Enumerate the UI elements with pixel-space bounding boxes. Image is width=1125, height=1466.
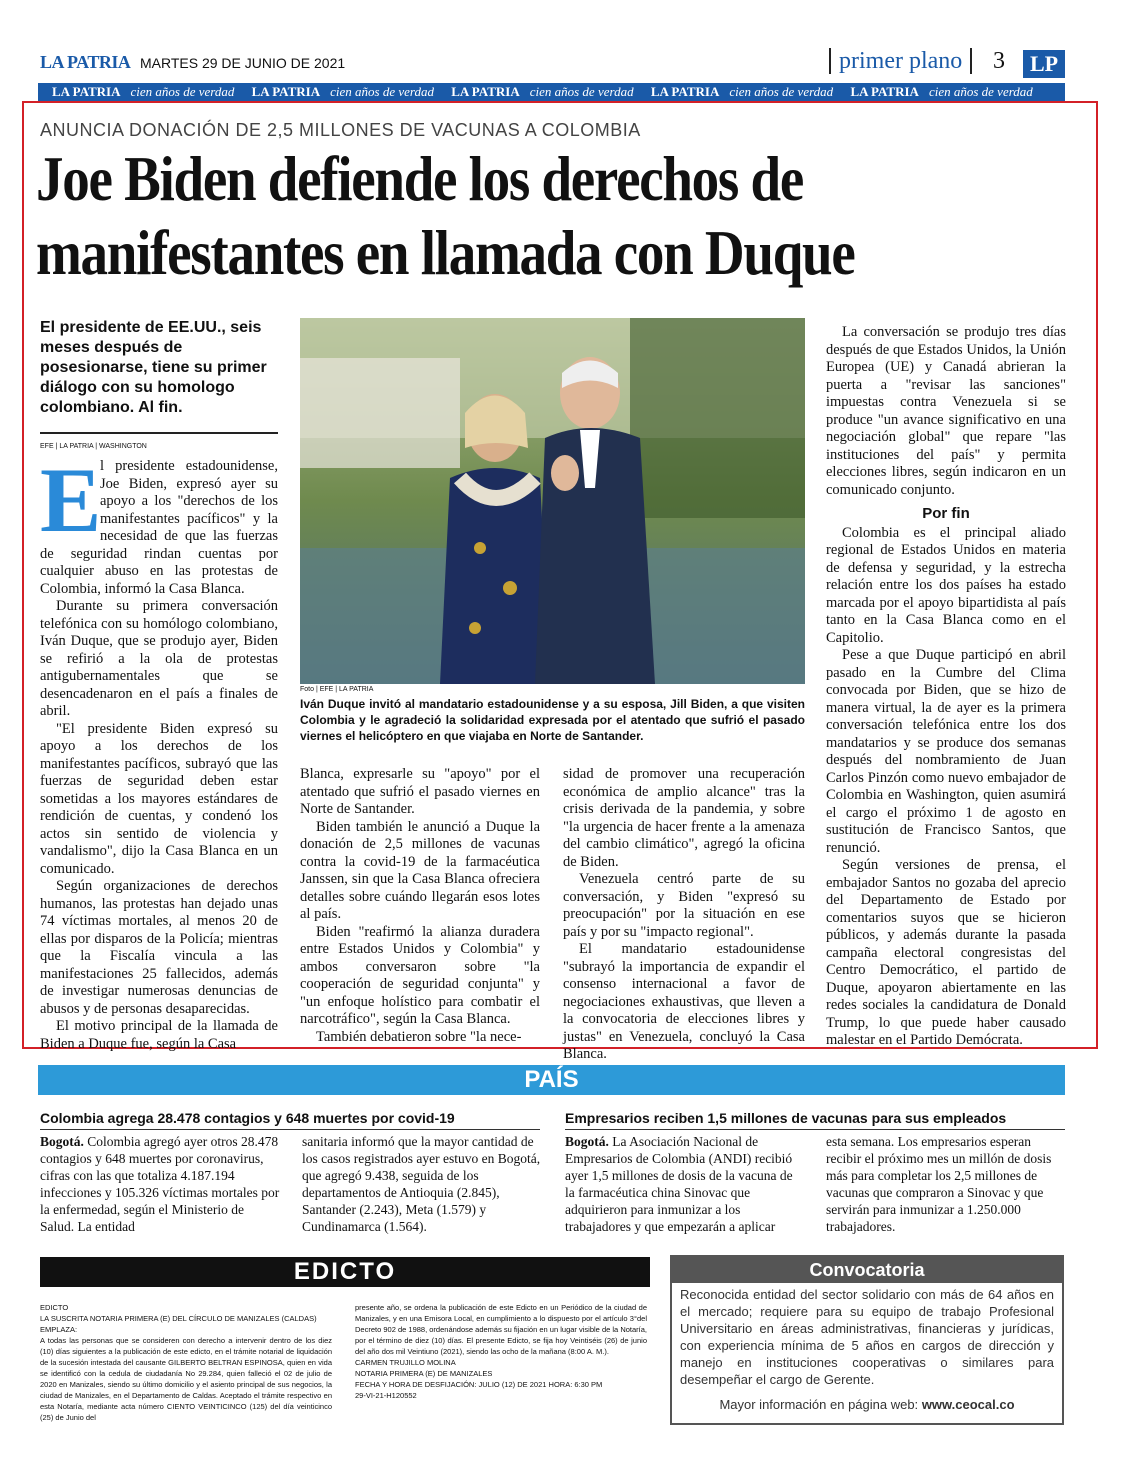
paragraph: Durante su primera conversación telefónica con su homólogo colombiano, Iván Duque, que se produjo ayer, Biden se refirió a la ola de protestas antigubernamentales que se desencadenaron en el país a finales de abril. (40, 598, 278, 719)
edicto-line: A todas las personas que se consideren con derecho a intervenir dentro de los diez (10) días siguientes a la publicación de este edicto, en el trámite notarial de liquidación de la sucesión intestada del causante GILBERTO BELTRAN ESPINOSA, quien en vida se identificó con la cedula de ciudadanía No 29.284, quien falleció el 02 de julio de 2020 en Manizales, siendo su último domicilio y el asiento principal de sus negocios, la ciudad de Manizales, en el Departamento de Caldas. Aceptado el trámite respectivo en esta Notaría, mediante acta número CIENTO VEINTICINCO (125) del día veinticinco (25) de Junio del (40, 1336, 332, 1422)
paragraph: Blanca, expresarle su "apoyo" por el atentado que sufrió el pasado viernes en Norte de Santander. (300, 766, 540, 817)
paragraph: Venezuela centró parte de su conversación, y Biden "expresó su preocupación" por la situación en ese país y por su "impacto regional". (563, 871, 805, 940)
paragraph: "El presidente Biden expresó su apoyo a los derechos de los manifestantes pacíficos, subrayó que las fuerzas de seguridad deben estar sometidas a los mayores estándares de rendición de cuentas, y condenó los actos sin sentido de violencia y vandalismo", dijo la Casa Blanca en un comunicado. (40, 720, 278, 877)
photo-biden-couple (300, 318, 805, 684)
strip-slogan: cien años de verdad (130, 84, 235, 99)
article-column-3 (563, 766, 805, 1064)
paragraph: El motivo principal de la llamada de Biden a Duque fue, según la Casa (40, 1018, 278, 1052)
paragraph: Biden "reafirmó la alianza duradera entre Estados Unidos y Colombia" y ambos conversaron sobre "la cooperación de seguridad conjunta" y "un enfoque holístico para combatir el narcotráfico", según la Casa Blanca. (300, 923, 540, 1027)
convocatoria-title: Convocatoria (672, 1257, 1062, 1283)
edicto-line: EDICTO (40, 1303, 69, 1312)
subhead-por-fin: Por fin (922, 505, 970, 522)
dateline: Bogotá. (565, 1134, 609, 1149)
paragraph: Biden también le anunció a Duque la donación de 2,5 millones de vacunas contra la covid-19 de la farmacéutica Janssen, sin que la Casa Blanca ofreciera detalles sobre cuándo llegarán esos lotes al país. (300, 818, 540, 922)
pais-section-bar: PAÍS (38, 1065, 1065, 1095)
drop-cap: E (40, 449, 102, 551)
strip-name: LA PATRIA (251, 84, 321, 99)
headline-line-2: manifestantes en llamada con Duque (36, 217, 855, 288)
article-credit: EFE | LA PATRIA | WASHINGTON (40, 443, 147, 450)
section-name: primer plano (829, 48, 972, 74)
lp-badge: LP (1023, 50, 1065, 78)
brief-text: Colombia agregó ayer otros 28.478 contagios y 648 muertes por coronavirus, cifras con las que totaliza 4.187.194 infecciones y 105.326 víctimas mortales por la enfermedad, según el Ministerio de Salud. La entidad (40, 1134, 280, 1234)
article-photo (300, 318, 805, 684)
edicto-line: LA SUSCRITA NOTARIA PRIMERA (E) DEL CÍRCULO DE MANIZALES (CALDAS) (40, 1314, 317, 1323)
lead-divider (40, 432, 278, 434)
strip-slogan: cien años de verdad (330, 84, 434, 99)
slogan-strip (38, 83, 1065, 101)
strip-name: LA PATRIA (451, 84, 520, 99)
paragraph: Pese a que Duque participó en abril pasado en la Cumbre del Clima convocada por Biden, que se hizo de manera virtual, la de ayer es la primera conversación telefónica entre los dos mandatarios y se produce dos semanas después del nombramiento de Juan Carlos Pinzón como nuevo embajador de Colombia en Washington, quien asumirá el cargo el próximo 1 de agosto en sustitución de Francisco Santos, que renunció. (826, 647, 1066, 856)
strip-slogan: cien años de verdad (529, 84, 634, 99)
article-column-4 (826, 324, 1066, 1050)
paragraph: Según organizaciones de derechos humanos, las protestas han dejado unas 74 víctimas mortales, al menos 20 de ellas por disparos de la Policía; mientras que la Fiscalía vincula a las manifestaciones 25 fallecidos, además de investigar numerosas denuncias de abusos y de personas desaparecidas. (40, 878, 278, 1017)
article-lead: El presidente de EE.UU., seis meses después de posesionarse, tiene su primer diálogo con su homologo colombiano. Al fin. (40, 319, 267, 416)
issue-date: MARTES 29 DE JUNIO DE 2021 (140, 55, 346, 71)
brief-2-rule (565, 1129, 1065, 1130)
strip-slogan: cien años de verdad (928, 84, 1033, 99)
edicto-bar: EDICTO (40, 1257, 650, 1287)
strip-slogan: cien años de verdad (729, 84, 834, 99)
brief-1-headline: Colombia agrega 28.478 contagios y 648 muertes por covid-19 (40, 1110, 455, 1126)
convocatoria-box (670, 1255, 1064, 1425)
headline-line-1: Joe Biden defiende los derechos de (36, 143, 803, 214)
photo-caption: Iván Duque invitó al mandatario estadounidense y a su esposa, Jill Biden, a que visiten Colombia y le agradeció la solidaridad expresada por el atentado que sufrió el pasado viernes el helicóptero en que viajaba en Norte de Santander. (300, 697, 805, 743)
edicto-column-b (355, 1302, 647, 1401)
article-column-2 (300, 766, 540, 1046)
article-column-1 (40, 449, 278, 1053)
edicto-column-a (40, 1302, 332, 1423)
brief-1-text-b: sanitaria informó que la mayor cantidad de los casos registrados ayer estuvo en Bogotá, que agregó 9.438, seguida de los departamentos de Antioquia (2.845), Santander (2.243), Meta (1.579) y Cundinamarca (1.564). (302, 1134, 541, 1234)
brief-1-text-a (40, 1133, 280, 1235)
article-kicker: ANUNCIA DONACIÓN DE 2,5 MILLONES DE VACUNAS A COLOMBIA (40, 120, 641, 140)
edicto-line: NOTARIA PRIMERA (E) DE MANIZALES (355, 1369, 493, 1378)
web-link[interactable]: www.ceocal.co (921, 1397, 1015, 1412)
brief-2-text-b: esta semana. Los empresarios esperan recibir el próximo mes un millón de dosis más para completar los 2,5 millones de vacunas que compraron a Sinovac y que servirán para inmunizar a 1.250.000 trabajadores. (826, 1134, 1052, 1234)
strip-name: LA PATRIA (52, 84, 121, 99)
edicto-line: 29-VI-21-H120552 (355, 1391, 417, 1400)
strip-name: LA PATRIA (650, 84, 720, 99)
masthead-logo: LA PATRIA (40, 52, 131, 72)
paragraph: También debatieron sobre "la nece- (316, 1028, 522, 1045)
page-number: 3 (993, 48, 1005, 74)
paragraph: La conversación se produjo tres días después de que Estados Unidos, la Unión Europea (UE) y Canadá abrieran la puerta a "revisar las sanciones" impuestas contra Venezuela si se produce "un avance significativo en una negociación global" que repare "las instituciones del país" y permita elecciones libres, según indicaron en un comunicado conjunto. (826, 324, 1066, 498)
edicto-line: CARMEN TRUJILLO MOLINA (355, 1358, 456, 1367)
edicto-line: EMPLAZA: (40, 1325, 78, 1334)
dateline: Bogotá. (40, 1134, 84, 1149)
strip-name: LA PATRIA (850, 84, 919, 99)
brief-2-text-a (565, 1133, 805, 1235)
paragraph: Según versiones de prensa, el embajador Santos no gozaba del aprecio del Departamento de Estado por comentarios suyos que se hicieron públicos, y además durante la pasada campaña electoral congresistas del Centro Democrático, el partido de Duque, apoyaron abiertamente en las redes sociales la candidatura de Donald Trump, lo que puede haber causado malestar en el Partido Demócrata. (826, 857, 1066, 1048)
convocatoria-web (672, 1397, 1062, 1412)
paragraph: l presidente estadounidense, Joe Biden, expresó ayer su apoyo a los "derechos de los manifestantes pacíficos" y la necesidad de que las fuerzas de seguridad rindan cuentas por cualquier abuso en las protestas de Colombia, informó la Casa Blanca. (40, 458, 278, 597)
article-headline (36, 142, 1068, 290)
paragraph: El mandatario estadounidense "subrayó la importancia de expandir el consenso internacional a favor de negociaciones exhaustivas, que lleven a la convocatoria de elecciones libres y justas" en Venezuela, concluyó la Casa Blanca. (563, 941, 805, 1062)
convocatoria-body: Reconocida entidad del sector solidario con más de 64 años en el mercado; requiere para su equipo de trabajo Profesional Universitario en áreas administrativas, financieras y jurídicas, con experiencia mínima de 5 años en cargos de dirección y manejo en instituciones cooperativas o similares para desempeñar el cargo de Gerente. (680, 1287, 1054, 1387)
photo-credit: Foto | EFE | LA PATRIA (300, 686, 374, 693)
web-label: Mayor información en página web: (719, 1397, 919, 1412)
brief-1-rule (40, 1129, 540, 1130)
edicto-line: FECHA Y HORA DE DESFIJACIÓN: JULIO (12) DE 2021 HORA: 6:30 PM (355, 1380, 603, 1389)
brief-2-headline: Empresarios reciben 1,5 millones de vacunas para sus empleados (565, 1110, 1007, 1126)
paragraph: Colombia es el principal aliado regional de Estados Unidos en materia de defensa y seguridad, y la estrecha relación entre los dos países ha estado marcada por el apoyo bipartidista al país tanto en la Casa Blanca como en el Capitolio. (826, 524, 1066, 646)
brief-text: La Asociación Nacional de Empresarios de Colombia (ANDI) recibió ayer 1,5 millones de dosis de la vacuna de la farmacéutica china Sinovac que adquirieron para inmunizar a los trabajadores y que empezarán a aplicar (565, 1134, 793, 1234)
edicto-line: presente año, se ordena la publicación de este Edicto en un Periódico de la ciudad de Manizales, y en una Emisora Local, en cumplimiento a lo dispuesto por el artículo 3°del Decreto 902 de 1988, ordenándose además su fijación en un lugar visible de la Notaría, por el término de diez (10) días. El presente Edicto, se fija hoy Veintiséis (26) de junio del año dos mil Veintiuno (2021), siendo las ocho de la mañana (8:00 A. M.). (355, 1303, 647, 1356)
paragraph: sidad de promover una recuperación económica de amplio alcance" tras la crisis derivada de la pandemia, y sobre "la urgencia de hacer frente a la amenaza del cambio climático", agregó la oficina de Biden. (563, 766, 805, 870)
